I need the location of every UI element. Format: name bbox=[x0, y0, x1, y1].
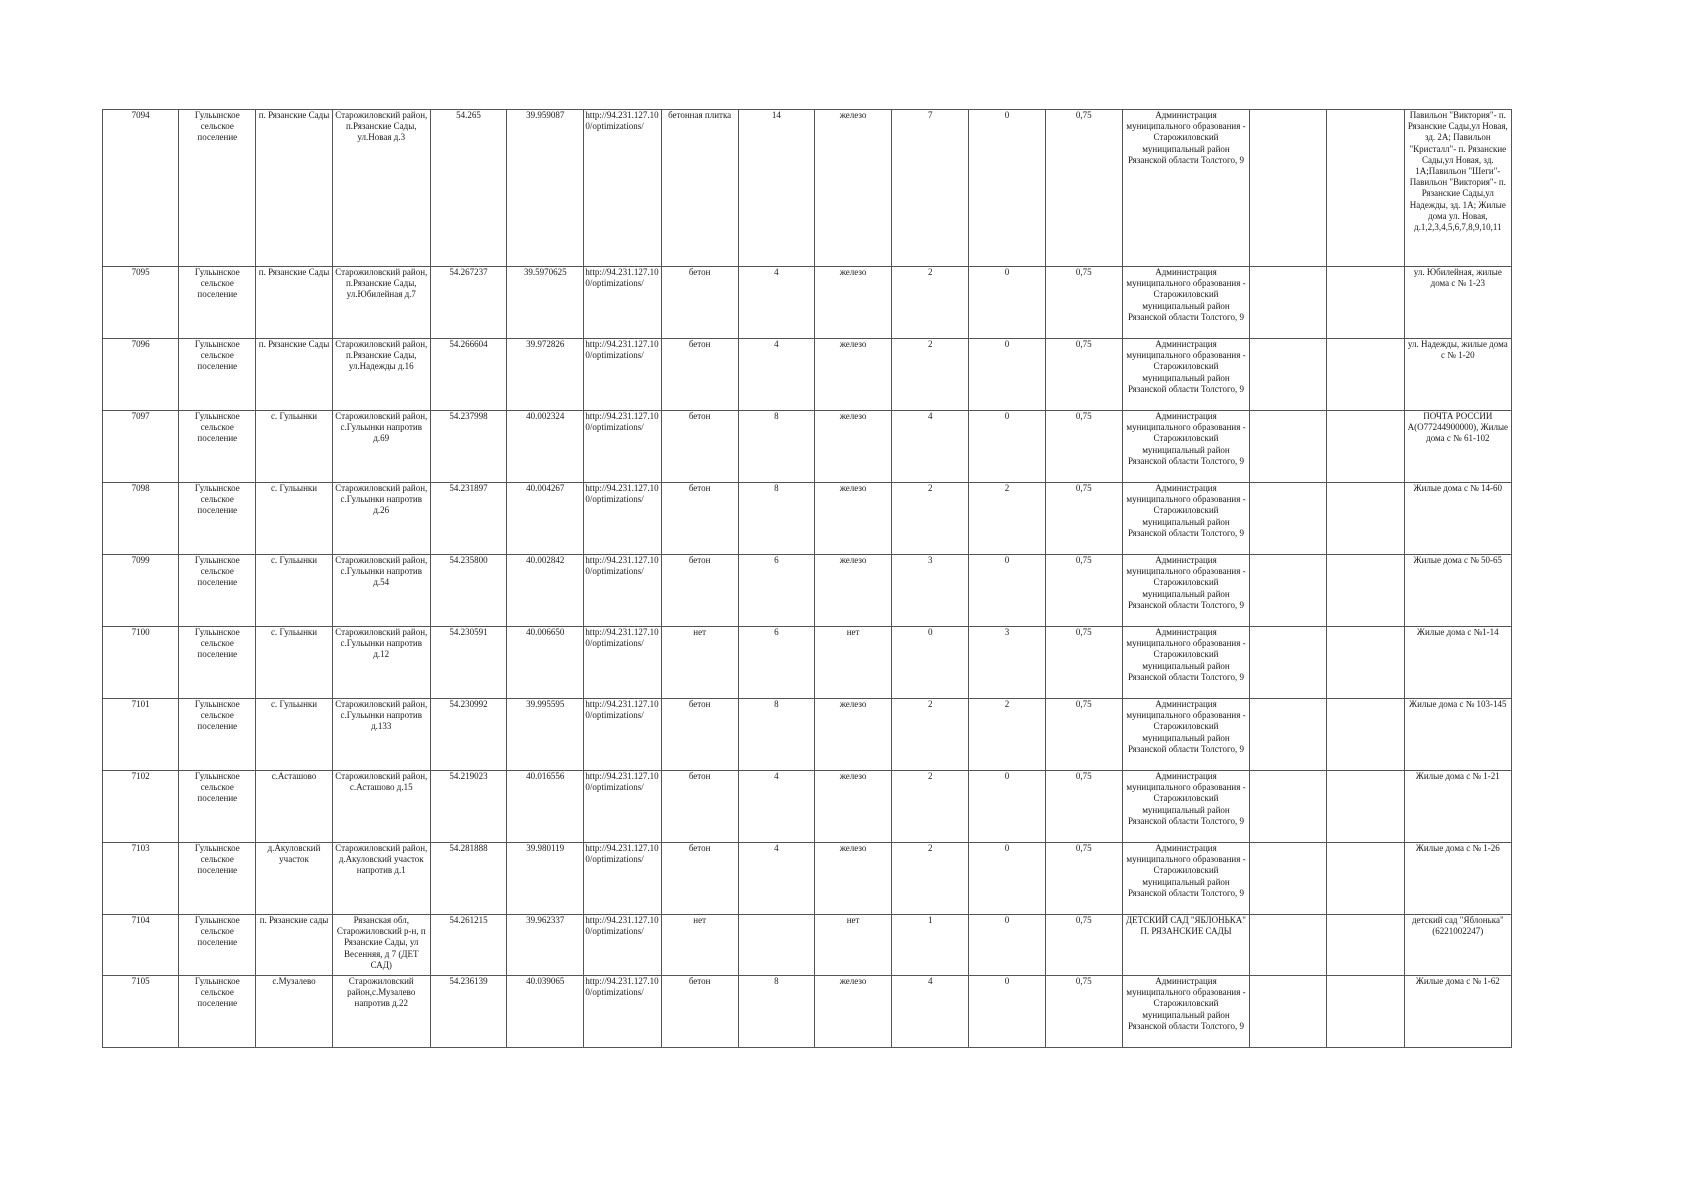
waste-sources-cell: Жилые дома с № 1-26 bbox=[1404, 843, 1511, 915]
surface-cell: бетон bbox=[661, 555, 738, 627]
row-id-cell: 7102 bbox=[103, 771, 179, 843]
empty-cell bbox=[1327, 339, 1404, 411]
owner-cell: ДЕТСКИЙ САД "ЯБЛОНЬКА" П. РЯЗАНСКИЕ САДЫ bbox=[1122, 915, 1249, 976]
table-row bbox=[103, 110, 1512, 267]
surface-cell: бетон bbox=[661, 339, 738, 411]
containers-count-cell: 3 bbox=[892, 555, 969, 627]
empty-cell bbox=[1250, 555, 1327, 627]
surface-cell: бетон bbox=[661, 483, 738, 555]
containers-count-cell: 4 bbox=[892, 976, 969, 1048]
container-volume-cell: 0,75 bbox=[1045, 915, 1122, 976]
bunker-count-cell: 0 bbox=[969, 976, 1045, 1048]
map-link-cell: http://94.231.127.100/optimizations/ bbox=[584, 843, 661, 915]
area-cell: 8 bbox=[738, 699, 814, 771]
map-link-cell: http://94.231.127.100/optimizations/ bbox=[584, 915, 661, 976]
map-link-cell: http://94.231.127.100/optimizations/ bbox=[584, 627, 661, 699]
map-link-cell: http://94.231.127.100/optimizations/ bbox=[584, 411, 661, 483]
owner-cell: Администрация муниципального образования - Старожиловский муниципальный район Рязанской области Толстого, 9 bbox=[1122, 267, 1249, 339]
latitude-cell: 54.230992 bbox=[430, 699, 506, 771]
fence-material-cell: железо bbox=[814, 976, 891, 1048]
empty-cell bbox=[1250, 976, 1327, 1048]
longitude-cell: 40.002324 bbox=[507, 411, 584, 483]
container-volume-cell: 0,75 bbox=[1045, 976, 1122, 1048]
row-id-cell: 7097 bbox=[103, 411, 179, 483]
waste-sources-cell: ПОЧТА РОССИИ А(О77244900000), Жилые дома с № 61-102 bbox=[1404, 411, 1511, 483]
area-cell bbox=[738, 915, 814, 976]
fence-material-cell: нет bbox=[814, 915, 891, 976]
empty-cell bbox=[1250, 339, 1327, 411]
owner-cell: Администрация муниципального образования - Старожиловский муниципальный район Рязанской области Толстого, 9 bbox=[1122, 843, 1249, 915]
bunker-count-cell: 0 bbox=[969, 771, 1045, 843]
longitude-cell: 40.016556 bbox=[507, 771, 584, 843]
settlement-cell: Гульынское сельское поселение bbox=[179, 267, 256, 339]
locality-cell: с.Музалево bbox=[256, 976, 332, 1048]
map-link-cell: http://94.231.127.100/optimizations/ bbox=[584, 699, 661, 771]
address-cell: Старожиловский район, д.Акуловский участок напротив д.1 bbox=[332, 843, 430, 915]
waste-sources-cell: Жилые дома с № 50-65 bbox=[1404, 555, 1511, 627]
bunker-count-cell: 0 bbox=[969, 110, 1045, 267]
fence-material-cell: железо bbox=[814, 771, 891, 843]
surface-cell: бетон bbox=[661, 843, 738, 915]
bunker-count-cell: 0 bbox=[969, 267, 1045, 339]
owner-cell: Администрация муниципального образования - Старожиловский муниципальный район Рязанской области Толстого, 9 bbox=[1122, 976, 1249, 1048]
locality-cell: п. Рязанские Сады bbox=[256, 267, 332, 339]
table-row bbox=[103, 411, 1512, 483]
waste-sources-cell: детский сад "Яблонька"(6221002247) bbox=[1404, 915, 1511, 976]
bunker-count-cell: 0 bbox=[969, 411, 1045, 483]
empty-cell bbox=[1250, 915, 1327, 976]
settlement-cell: Гульынское сельское поселение bbox=[179, 976, 256, 1048]
locality-cell: с. Гульынки bbox=[256, 411, 332, 483]
address-cell: Рязанская обл, Старожиловский р-н, п Рязанские Сады, ул Весенняя, д 7 (ДЕТ САД) bbox=[332, 915, 430, 976]
container-volume-cell: 0,75 bbox=[1045, 483, 1122, 555]
bunker-count-cell: 0 bbox=[969, 915, 1045, 976]
container-volume-cell: 0,75 bbox=[1045, 555, 1122, 627]
empty-cell bbox=[1327, 976, 1404, 1048]
fence-material-cell: железо bbox=[814, 267, 891, 339]
locality-cell: д.Акуловский участок bbox=[256, 843, 332, 915]
address-cell: Старожиловский район, с.Гульынки напротив д.54 bbox=[332, 555, 430, 627]
container-volume-cell: 0,75 bbox=[1045, 267, 1122, 339]
address-cell: Старожиловский район, п.Рязанские Сады, ул.Надежды д.16 bbox=[332, 339, 430, 411]
fence-material-cell: железо bbox=[814, 483, 891, 555]
empty-cell bbox=[1250, 411, 1327, 483]
row-id-cell: 7098 bbox=[103, 483, 179, 555]
containers-count-cell: 1 bbox=[892, 915, 969, 976]
bunker-count-cell: 0 bbox=[969, 339, 1045, 411]
longitude-cell: 39.5970625 bbox=[507, 267, 584, 339]
empty-cell bbox=[1327, 110, 1404, 267]
owner-cell: Администрация муниципального образования - Старожиловский муниципальный район Рязанской области Толстого, 9 bbox=[1122, 110, 1249, 267]
address-cell: Старожиловский район, п.Рязанские Сады, ул.Новая д.3 bbox=[332, 110, 430, 267]
locality-cell: с. Гульынки bbox=[256, 555, 332, 627]
owner-cell: Администрация муниципального образования - Старожиловский муниципальный район Рязанской области Толстого, 9 bbox=[1122, 771, 1249, 843]
owner-cell: Администрация муниципального образования - Старожиловский муниципальный район Рязанской области Толстого, 9 bbox=[1122, 699, 1249, 771]
map-link-cell: http://94.231.127.100/optimizations/ bbox=[584, 267, 661, 339]
table-row bbox=[103, 627, 1512, 699]
owner-cell: Администрация муниципального образования - Старожиловский муниципальный район Рязанской области Толстого, 9 bbox=[1122, 627, 1249, 699]
empty-cell bbox=[1250, 267, 1327, 339]
locality-cell: п. Рязанские Сады bbox=[256, 339, 332, 411]
longitude-cell: 39.959087 bbox=[507, 110, 584, 267]
empty-cell bbox=[1327, 627, 1404, 699]
row-id-cell: 7104 bbox=[103, 915, 179, 976]
area-cell: 8 bbox=[738, 976, 814, 1048]
table-row bbox=[103, 267, 1512, 339]
container-volume-cell: 0,75 bbox=[1045, 699, 1122, 771]
empty-cell bbox=[1250, 110, 1327, 267]
table-row bbox=[103, 483, 1512, 555]
area-cell: 6 bbox=[738, 627, 814, 699]
longitude-cell: 39.995595 bbox=[507, 699, 584, 771]
empty-cell bbox=[1327, 483, 1404, 555]
area-cell: 4 bbox=[738, 267, 814, 339]
address-cell: Старожиловский район, с.Гульынки напротив д.69 bbox=[332, 411, 430, 483]
surface-cell: нет bbox=[661, 627, 738, 699]
longitude-cell: 40.002842 bbox=[507, 555, 584, 627]
settlement-cell: Гульынское сельское поселение bbox=[179, 555, 256, 627]
longitude-cell: 40.006650 bbox=[507, 627, 584, 699]
longitude-cell: 40.039065 bbox=[507, 976, 584, 1048]
map-link-cell: http://94.231.127.100/optimizations/ bbox=[584, 771, 661, 843]
fence-material-cell: железо bbox=[814, 339, 891, 411]
owner-cell: Администрация муниципального образования - Старожиловский муниципальный район Рязанской области Толстого, 9 bbox=[1122, 339, 1249, 411]
waste-sources-cell: Жилые дома с № 1-21 bbox=[1404, 771, 1511, 843]
waste-sources-cell: Жилые дома с № 103-145 bbox=[1404, 699, 1511, 771]
registry-table bbox=[102, 109, 1512, 1048]
containers-count-cell: 4 bbox=[892, 411, 969, 483]
bunker-count-cell: 2 bbox=[969, 699, 1045, 771]
locality-cell: с.Асташово bbox=[256, 771, 332, 843]
table-row bbox=[103, 915, 1512, 976]
area-cell: 4 bbox=[738, 843, 814, 915]
table-body bbox=[103, 110, 1512, 1048]
empty-cell bbox=[1250, 699, 1327, 771]
latitude-cell: 54.265 bbox=[430, 110, 506, 267]
address-cell: Старожиловский район,с.Музалево напротив д.22 bbox=[332, 976, 430, 1048]
latitude-cell: 54.267237 bbox=[430, 267, 506, 339]
containers-count-cell: 2 bbox=[892, 267, 969, 339]
empty-cell bbox=[1250, 483, 1327, 555]
longitude-cell: 39.972826 bbox=[507, 339, 584, 411]
empty-cell bbox=[1327, 267, 1404, 339]
empty-cell bbox=[1327, 699, 1404, 771]
containers-count-cell: 2 bbox=[892, 483, 969, 555]
area-cell: 8 bbox=[738, 411, 814, 483]
area-cell: 4 bbox=[738, 339, 814, 411]
settlement-cell: Гульынское сельское поселение bbox=[179, 627, 256, 699]
longitude-cell: 39.980119 bbox=[507, 843, 584, 915]
owner-cell: Администрация муниципального образования - Старожиловский муниципальный район Рязанской области Толстого, 9 bbox=[1122, 411, 1249, 483]
row-id-cell: 7101 bbox=[103, 699, 179, 771]
row-id-cell: 7103 bbox=[103, 843, 179, 915]
surface-cell: нет bbox=[661, 915, 738, 976]
surface-cell: бетонная плитка bbox=[661, 110, 738, 267]
fence-material-cell: нет bbox=[814, 627, 891, 699]
settlement-cell: Гульынское сельское поселение bbox=[179, 411, 256, 483]
surface-cell: бетон bbox=[661, 411, 738, 483]
area-cell: 4 bbox=[738, 771, 814, 843]
containers-count-cell: 0 bbox=[892, 627, 969, 699]
container-volume-cell: 0,75 bbox=[1045, 411, 1122, 483]
map-link-cell: http://94.231.127.100/optimizations/ bbox=[584, 555, 661, 627]
longitude-cell: 40.004267 bbox=[507, 483, 584, 555]
row-id-cell: 7105 bbox=[103, 976, 179, 1048]
empty-cell bbox=[1327, 555, 1404, 627]
fence-material-cell: железо bbox=[814, 110, 891, 267]
area-cell: 14 bbox=[738, 110, 814, 267]
surface-cell: бетон bbox=[661, 267, 738, 339]
row-id-cell: 7095 bbox=[103, 267, 179, 339]
containers-count-cell: 7 bbox=[892, 110, 969, 267]
map-link-cell: http://94.231.127.100/optimizations/ bbox=[584, 110, 661, 267]
locality-cell: с. Гульынки bbox=[256, 627, 332, 699]
latitude-cell: 54.235800 bbox=[430, 555, 506, 627]
empty-cell bbox=[1250, 627, 1327, 699]
latitude-cell: 54.230591 bbox=[430, 627, 506, 699]
row-id-cell: 7096 bbox=[103, 339, 179, 411]
table-row bbox=[103, 699, 1512, 771]
surface-cell: бетон bbox=[661, 699, 738, 771]
empty-cell bbox=[1250, 843, 1327, 915]
waste-sources-cell: ул. Юбилейная, жилые дома с № 1-23 bbox=[1404, 267, 1511, 339]
table-row bbox=[103, 771, 1512, 843]
latitude-cell: 54.231897 bbox=[430, 483, 506, 555]
latitude-cell: 54.281888 bbox=[430, 843, 506, 915]
map-link-cell: http://94.231.127.100/optimizations/ bbox=[584, 339, 661, 411]
empty-cell bbox=[1327, 915, 1404, 976]
waste-sources-cell: Жилые дома с № 14-60 bbox=[1404, 483, 1511, 555]
table-row bbox=[103, 976, 1512, 1048]
fence-material-cell: железо bbox=[814, 699, 891, 771]
row-id-cell: 7099 bbox=[103, 555, 179, 627]
bunker-count-cell: 0 bbox=[969, 555, 1045, 627]
table-row bbox=[103, 339, 1512, 411]
map-link-cell: http://94.231.127.100/optimizations/ bbox=[584, 483, 661, 555]
surface-cell: бетон bbox=[661, 976, 738, 1048]
bunker-count-cell: 2 bbox=[969, 483, 1045, 555]
table-row bbox=[103, 843, 1512, 915]
latitude-cell: 54.266604 bbox=[430, 339, 506, 411]
container-volume-cell: 0,75 bbox=[1045, 627, 1122, 699]
surface-cell: бетон bbox=[661, 771, 738, 843]
container-volume-cell: 0,75 bbox=[1045, 110, 1122, 267]
longitude-cell: 39.962337 bbox=[507, 915, 584, 976]
latitude-cell: 54.237998 bbox=[430, 411, 506, 483]
containers-count-cell: 2 bbox=[892, 771, 969, 843]
area-cell: 6 bbox=[738, 555, 814, 627]
map-link-cell: http://94.231.127.100/optimizations/ bbox=[584, 976, 661, 1048]
address-cell: Старожиловский район, с.Гульынки напротив д.133 bbox=[332, 699, 430, 771]
empty-cell bbox=[1327, 411, 1404, 483]
owner-cell: Администрация муниципального образования - Старожиловский муниципальный район Рязанской области Толстого, 9 bbox=[1122, 483, 1249, 555]
containers-count-cell: 2 bbox=[892, 699, 969, 771]
owner-cell: Администрация муниципального образования - Старожиловский муниципальный район Рязанской области Толстого, 9 bbox=[1122, 555, 1249, 627]
empty-cell bbox=[1327, 771, 1404, 843]
latitude-cell: 54.236139 bbox=[430, 976, 506, 1048]
waste-sources-cell: Павильон "Виктория"- п. Рязанские Сады,ул Новая, зд. 2А; Павильон "Кристалл"- п. Рязанские Сады,ул Новая, зд. 1А;Павильон "Шеги"- Павильон "Виктория"- п. Рязанские Сады,ул Надежды, зд. 1А; Жилые дома ул. Новая, д.1,2,3,4,5,6,7,8,9,10,11 bbox=[1404, 110, 1511, 267]
row-id-cell: 7100 bbox=[103, 627, 179, 699]
container-volume-cell: 0,75 bbox=[1045, 843, 1122, 915]
locality-cell: п. Рязанские сады bbox=[256, 915, 332, 976]
settlement-cell: Гульынское сельское поселение bbox=[179, 110, 256, 267]
bunker-count-cell: 3 bbox=[969, 627, 1045, 699]
settlement-cell: Гульынское сельское поселение bbox=[179, 699, 256, 771]
address-cell: Старожиловский район, п.Рязанские Сады, ул.Юбилейная д.7 bbox=[332, 267, 430, 339]
empty-cell bbox=[1250, 771, 1327, 843]
locality-cell: с. Гульынки bbox=[256, 699, 332, 771]
address-cell: Старожиловский район, с.Гульынки напротив д.26 bbox=[332, 483, 430, 555]
locality-cell: с. Гульынки bbox=[256, 483, 332, 555]
table-row bbox=[103, 555, 1512, 627]
fence-material-cell: железо bbox=[814, 843, 891, 915]
waste-sources-cell: Жилые дома с №1-14 bbox=[1404, 627, 1511, 699]
settlement-cell: Гульынское сельское поселение bbox=[179, 339, 256, 411]
empty-cell bbox=[1327, 843, 1404, 915]
fence-material-cell: железо bbox=[814, 411, 891, 483]
address-cell: Старожиловский район, с.Гульынки напротив д.12 bbox=[332, 627, 430, 699]
container-volume-cell: 0,75 bbox=[1045, 771, 1122, 843]
waste-sources-cell: Жилые дома с № 1-62 bbox=[1404, 976, 1511, 1048]
row-id-cell: 7094 bbox=[103, 110, 179, 267]
container-volume-cell: 0,75 bbox=[1045, 339, 1122, 411]
settlement-cell: Гульынское сельское поселение bbox=[179, 843, 256, 915]
settlement-cell: Гульынское сельское поселение bbox=[179, 771, 256, 843]
containers-count-cell: 2 bbox=[892, 339, 969, 411]
bunker-count-cell: 0 bbox=[969, 843, 1045, 915]
settlement-cell: Гульынское сельское поселение bbox=[179, 483, 256, 555]
latitude-cell: 54.261215 bbox=[430, 915, 506, 976]
latitude-cell: 54.219023 bbox=[430, 771, 506, 843]
area-cell: 8 bbox=[738, 483, 814, 555]
containers-count-cell: 2 bbox=[892, 843, 969, 915]
fence-material-cell: железо bbox=[814, 555, 891, 627]
waste-sources-cell: ул. Надежды, жилые дома с № 1-20 bbox=[1404, 339, 1511, 411]
address-cell: Старожиловский район, с.Асташово д.15 bbox=[332, 771, 430, 843]
locality-cell: п. Рязанские Сады bbox=[256, 110, 332, 267]
settlement-cell: Гульынское сельское поселение bbox=[179, 915, 256, 976]
